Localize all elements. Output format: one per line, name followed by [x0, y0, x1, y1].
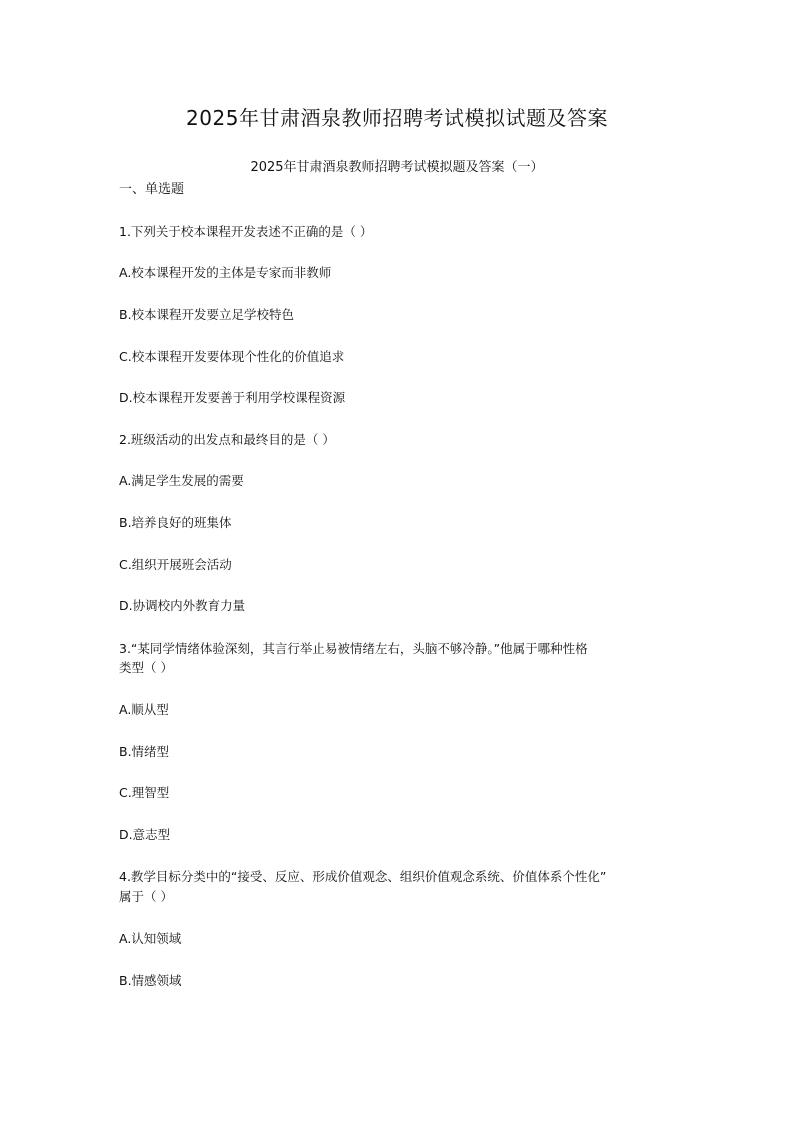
question-4-option-a: A.认知领域 — [119, 931, 182, 946]
question-2-stem: 2.班级活动的出发点和最终目的是（ ） — [119, 432, 335, 447]
question-2-option-d: D.协调校内外教育力量 — [119, 598, 246, 613]
question-3-option-b: B.情绪型 — [119, 744, 170, 759]
document-subtitle: 2025年甘肃酒泉教师招聘考试模拟题及答案（一） — [250, 160, 544, 175]
section-heading: 一、单选题 — [119, 182, 185, 197]
question-3-option-a: A.顺从型 — [119, 702, 169, 717]
question-1-stem: 1.下列关于校本课程开发表述不正确的是（ ） — [119, 224, 373, 239]
question-3-stem-line-2: 类型（ ） — [119, 660, 173, 675]
question-2-option-b: B.培养良好的班集体 — [119, 515, 232, 530]
document-title: 2025年甘肃酒泉教师招聘考试模拟试题及答案 — [186, 106, 608, 130]
question-2-option-a: A.满足学生发展的需要 — [119, 473, 244, 488]
question-3-option-d: D.意志型 — [119, 827, 171, 842]
question-1-option-c: C.校本课程开发要体现个性化的价值追求 — [119, 349, 345, 364]
question-4-option-b: B.情感领域 — [119, 973, 182, 988]
question-1-option-b: B.校本课程开发要立足学校特色 — [119, 307, 295, 322]
question-1-option-d: D.校本课程开发要善于利用学校课程资源 — [119, 390, 346, 405]
question-3-option-c: C.理智型 — [119, 785, 170, 800]
question-4-stem-line-1: 4.教学目标分类中的“接受、反应、形成价值观念、组织价值观念系统、价值体系个性化” — [119, 869, 607, 884]
question-1-option-a: A.校本课程开发的主体是专家而非教师 — [119, 265, 332, 280]
question-2-option-c: C.组织开展班会活动 — [119, 557, 232, 572]
question-3-stem-line-1: 3.“某同学情绪体验深刻，其言行举止易被情绪左右，头脑不够冷静。”他属于哪种性格 — [119, 641, 588, 656]
question-4-stem-line-2: 属于（ ） — [119, 889, 173, 904]
